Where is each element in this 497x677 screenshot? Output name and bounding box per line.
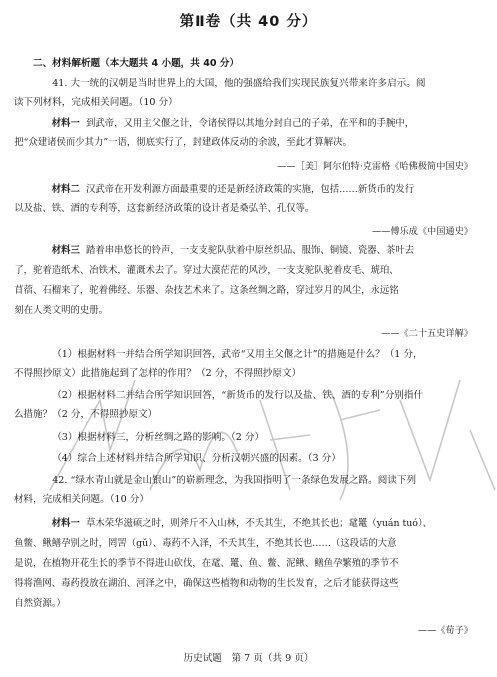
source-citation: ——《荀子》: [417, 625, 473, 636]
page-footer: 历史试题 第 7 页（共 9 页）: [183, 653, 314, 664]
material-label: 材料一: [51, 118, 80, 129]
material-text: 到武帝，又用主父偃之计，令诸侯得以其地分封自己的子弟，在平和的手腕中，: [85, 118, 415, 129]
material-text: 以及盐、铁、酒的专利等，这套新经济政策的设计者是桑弘羊、孔仅等。: [14, 203, 315, 214]
q41-intro-line: 41. 大一统的汉朝是当时世界上的大国，他的强盛给我们实现民族复兴带来许多启示。阅: [52, 78, 426, 89]
source-citation: ——傅乐成《中国通史》: [371, 226, 473, 237]
sub-question-text: 么措施？（2 分，不得照抄原文）: [13, 409, 158, 420]
q41-sub-question-4: [33, 449, 473, 468]
q42-intro: [13, 471, 473, 509]
sub-question-text: （1）根据材料一并结合所学知识回答，武帝“又用主父偃之计”的措施是什么？（1 分，: [52, 349, 423, 360]
material-text: 苜蓿、石榴来了，驼着佛经、乐器、杂技艺术来了。这条丝绸之路，穿过岁月的风尘，永远铭: [14, 285, 399, 296]
material-label: 材料三: [51, 245, 80, 256]
material-text: 刻在人类文明的史册。: [14, 305, 108, 316]
q42-intro-line: 42. “绿水青山就是金山银山”的崭新理念，为我国指明了一条绿色发展之路。阅读下列: [52, 475, 417, 486]
q41-material-3: [14, 241, 473, 321]
q42-intro-line: 材料，完成相关问题。（10 分）: [13, 494, 149, 505]
q41-sub-question-3: [33, 428, 473, 447]
material-text: 自然资源。）: [14, 598, 66, 609]
page-title: 第Ⅱ卷（共 40 分）: [179, 14, 318, 30]
section-header: 二、材料解析题（本大题共 4 小题，共 40 分）: [33, 58, 240, 69]
q41-material-2: [14, 180, 473, 218]
material-text: 是说，在植物开花生长的季节不得进山砍伐，在鼋、鼍、鱼、鳖、泥鳅、鳝鱼孕繁殖的季节不: [14, 558, 399, 569]
sub-question-text: 不得照抄原文）此措施起到了怎样的作用？（2 分，不得照抄原文）: [13, 368, 302, 379]
q42-material-1: [14, 514, 473, 614]
material-text: 鱼鳖、鳅鳝孕别之时，罔罟（gǔ）、毒药不入泽，不夭其生，不绝其长也……（这段话的大意: [14, 538, 397, 549]
q41-intro: [13, 74, 473, 112]
sub-question-text: （2）根据材料二并结合所学知识回答，“新货币的发行以及盐、铁、酒的专利”分别指什: [52, 390, 424, 401]
q41-material-1: [14, 114, 473, 152]
material-text: 把“众建诸侯而少其力”一语，彻底实行了，封建政体反动的余波，至此才算解决。: [14, 137, 352, 148]
sub-question-text: （4）综合上述材料并结合所学知识、分析汉朝兴盛的因素。（3 分）: [52, 453, 341, 464]
material-text: 了，驼着造纸术、冶铁术，灌溉术去了。穿过大漠茫茫的风沙，一支支驼队驼着皮毛、琥珀、: [14, 265, 399, 276]
material-label: 材料二: [51, 184, 80, 195]
source-citation: ——《二十五史详解》: [381, 328, 473, 339]
q41-sub-question-2: [13, 386, 473, 424]
material-text: 得将渔网、毒药投放在湖泊、河泽之中，确保这些植物和动物的生长发育，之后才能获得这些: [14, 578, 399, 589]
source-citation: ——［美］阿尔伯特·克雷格《哈佛极简中国史》: [277, 161, 473, 172]
material-text: 草木荣华滋硕之时，则斧斤不入山林，不夭其生，不绝其长也；鼋鼍（yuán tuó）、: [85, 518, 433, 529]
q41-sub-question-1: [13, 345, 473, 383]
sub-question-text: （3）根据材料三，分析丝绸之路的影响。（2 分）: [52, 432, 265, 443]
q41-intro-line: 读下列材料，完成相关问题。（10 分）: [13, 97, 178, 108]
material-text: 踏着串串悠长的铃声，一支支驼队驮着中原丝织品、服饰、铜镜、瓷器、茶叶去: [85, 245, 415, 256]
material-label: 材料一: [51, 518, 80, 529]
material-text: 汉武帝在开发利源方面最重要的还是新经济政策的实施，包括……新货币的发行: [85, 184, 415, 195]
